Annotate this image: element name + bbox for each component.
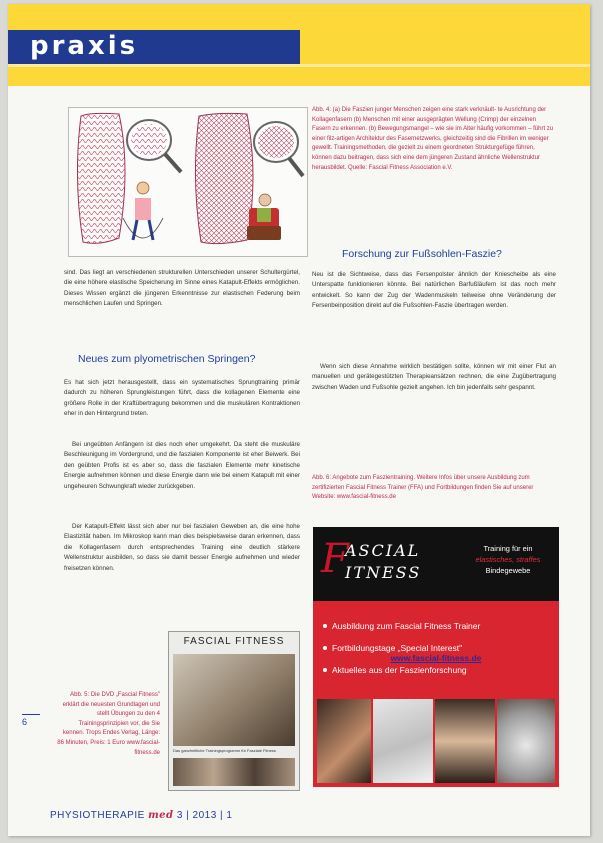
journal-name: PHYSIOTHERAPIE bbox=[50, 810, 145, 821]
bullet-text: Fortbildungstage „Special Interest" bbox=[332, 643, 463, 653]
logo-word-fascial: ASCIAL bbox=[345, 541, 421, 560]
left-paragraph-1: Es hat sich jetzt herausgestellt, dass ein systematisches Sprungtraining primär dadurch zu höheren Sprungleistungen führt, dass die kollagenen Elemente eine größere Rolle in der Kraftübertragung bekommen und die muskulären Kontraktionen eher in den Hintergrund treten. bbox=[64, 379, 300, 418]
dvd-subtitle: Das ganzheitliche Trainingsprogramm für Fasziale Fitness bbox=[173, 748, 276, 753]
issue-number: 3 | 2013 | 1 bbox=[176, 810, 233, 821]
tagline-line-3: Bindegewebe bbox=[485, 566, 531, 575]
page-number: 6 bbox=[22, 717, 28, 727]
ad-photo-2 bbox=[373, 699, 433, 783]
ad-website-link[interactable]: www.fascial-fitness.de bbox=[390, 653, 482, 663]
left-intro-paragraph: sind. Das liegt an verschiedenen strukturellen Unterschieden unserer Schultergürtel, die eine höhere elastische Speicherung im Sinne eines Katapult-Effekts ermöglichen. Dieses Wissen ergänzt die jüngeren Erkenntnisse zur elastischen Federung beim menschlichen Laufen und Springen. bbox=[64, 269, 300, 308]
ad-bullet-1 bbox=[323, 621, 553, 631]
fascia-drawing bbox=[69, 108, 307, 256]
bullet-dot-icon bbox=[323, 624, 327, 628]
bullet-text: Aktuelles aus der Faszienforschung bbox=[332, 665, 467, 675]
figure-4-caption: Abb. 4: (a) Die Faszien junger Menschen zeigen eine stark verknäult- te Ausrichtung der Kollagenfasern (b) Menschen mit einer ausgeprägten Wellung (Crimp) der einzelnen Fasern zu erkennen. (b) Bewegungsmangel – wie sie im Alter häufig vorkommen – führt zu einer filz-artigen Architektur des Fasernetzwerks, gleichzeitig sind die Fibrillen im weniger gewellt. Trainingsmethoden, die gezielt zu einem geordneten Strukturgefüge führen, können dazu beitragen, dass sich eine dem jüngeren Zustand ähnliche Wellenstruktur herausbildet. Quelle: Fascial Fitness Association e.V. bbox=[312, 107, 554, 171]
logo-initial: F bbox=[321, 536, 349, 582]
bullet-dot-icon bbox=[323, 646, 327, 650]
dvd-cover bbox=[168, 631, 300, 791]
ad-photo-1 bbox=[317, 699, 371, 783]
fascia-illustration bbox=[68, 107, 308, 257]
ad-photo-4 bbox=[497, 699, 555, 783]
magazine-page bbox=[8, 4, 590, 836]
ad-bullet-2 bbox=[323, 643, 553, 653]
journal-footer bbox=[50, 810, 233, 821]
journal-med: med bbox=[148, 810, 174, 821]
ad-tagline bbox=[463, 543, 553, 576]
heading-fussohlen: Forschung zur Fußsohlen-Faszie? bbox=[342, 248, 502, 260]
heading-plyometrisch: Neues zum plyometrischen Springen? bbox=[78, 353, 256, 365]
bullet-text: Ausbildung zum Fascial Fitness Trainer bbox=[332, 621, 481, 631]
fascial-fitness-ad bbox=[313, 527, 559, 787]
bullet-dot-icon bbox=[323, 668, 327, 672]
right-paragraph-1: Neu ist die Sichtweise, dass das Fersenpolster ähnlich der Kniescheibe als eine Unterspatte funktionieren könnte. Bei natürlichen Barfußläufern ist das noch mehr entwickelt. So kann der Zug der Wadenmuskeln teilweise ohne Veränderung der Fersenbeinposition direkt auf die Fußsohlen-Faszie übertragen werden. bbox=[312, 271, 556, 310]
ad-banner bbox=[313, 527, 559, 601]
dvd-cover-photo bbox=[173, 654, 295, 746]
left-paragraph-2: Bei ungeübten Anfängern ist dies noch eher umgekehrt. Da steht die muskuläre Beschleunigung im Vordergrund, und die faszialen Komponente ist eher Beiwerk. Bei den geübten Profis ist es aber so, dass die faszialen Elemente mehr kinetische Energie aufnehmen können und diese Energie dann wie bei einem Katapult mit einer ungeheuren Schwungkraft wieder zurückgeben. bbox=[64, 441, 300, 490]
fascial-fitness-logo bbox=[321, 535, 451, 593]
left-paragraph-3: Der Katapult-Effekt lässt sich aber nur bei faszialen Geweben an, die eine hohe Elastizität haben. Im Mikroskop kann man dies beispielsweise daran erkennen, dass die Kollagenfasern durch entsprechendes Training eine deutlich stärkere Wellenstruktur ausbilden, so dass sie damit besser Energie aufnehmen und wieder freisetzen können. bbox=[64, 523, 300, 572]
tagline-line-1: Training für ein bbox=[483, 544, 533, 553]
figure-6-caption: Abb. 6: Angebote zum Faszientraining. Weitere Infos über unsere Ausbildung zum zertifizierten Fascial Fitness Trainer (FFA) und Fortbildungen finden Sie auf unserer Website: www.fascial-fitness.de bbox=[312, 475, 534, 501]
page-number-rule bbox=[22, 714, 40, 715]
ad-photo-3 bbox=[435, 699, 495, 783]
ad-bullet-3 bbox=[323, 665, 553, 675]
tagline-line-2: elastisches, straffes bbox=[475, 555, 541, 564]
right-paragraph-2: Wenn sich diese Annahme wirklich bestätigen sollte, können wir mit einer Flut an manuellen und gerätegestützten Therapieansätzen rechnen, die eine Zugübertragung zwischen Waden und Fußsohle gezielt angehen. Ich bin jedenfalls sehr gespannt. bbox=[312, 363, 556, 391]
logo-word-fitness: ITNESS bbox=[345, 563, 422, 582]
header-rule bbox=[8, 64, 590, 67]
dvd-thumbnail-strip bbox=[173, 758, 295, 786]
figure-5-caption: Abb. 5: Die DVD „Fascial Fitness" erklärt die neuesten Grundlagen und stellt Übungen zu den 4 Trainingsprinzipien vor, die Sie kennen. Trops Endes Verlag, Länge: 86 Minuten, Preis: 1 Euro www.fascial-fitness.de bbox=[57, 692, 160, 756]
dvd-title: FASCIAL FITNESS bbox=[183, 636, 285, 647]
section-title: praxis bbox=[30, 31, 139, 61]
